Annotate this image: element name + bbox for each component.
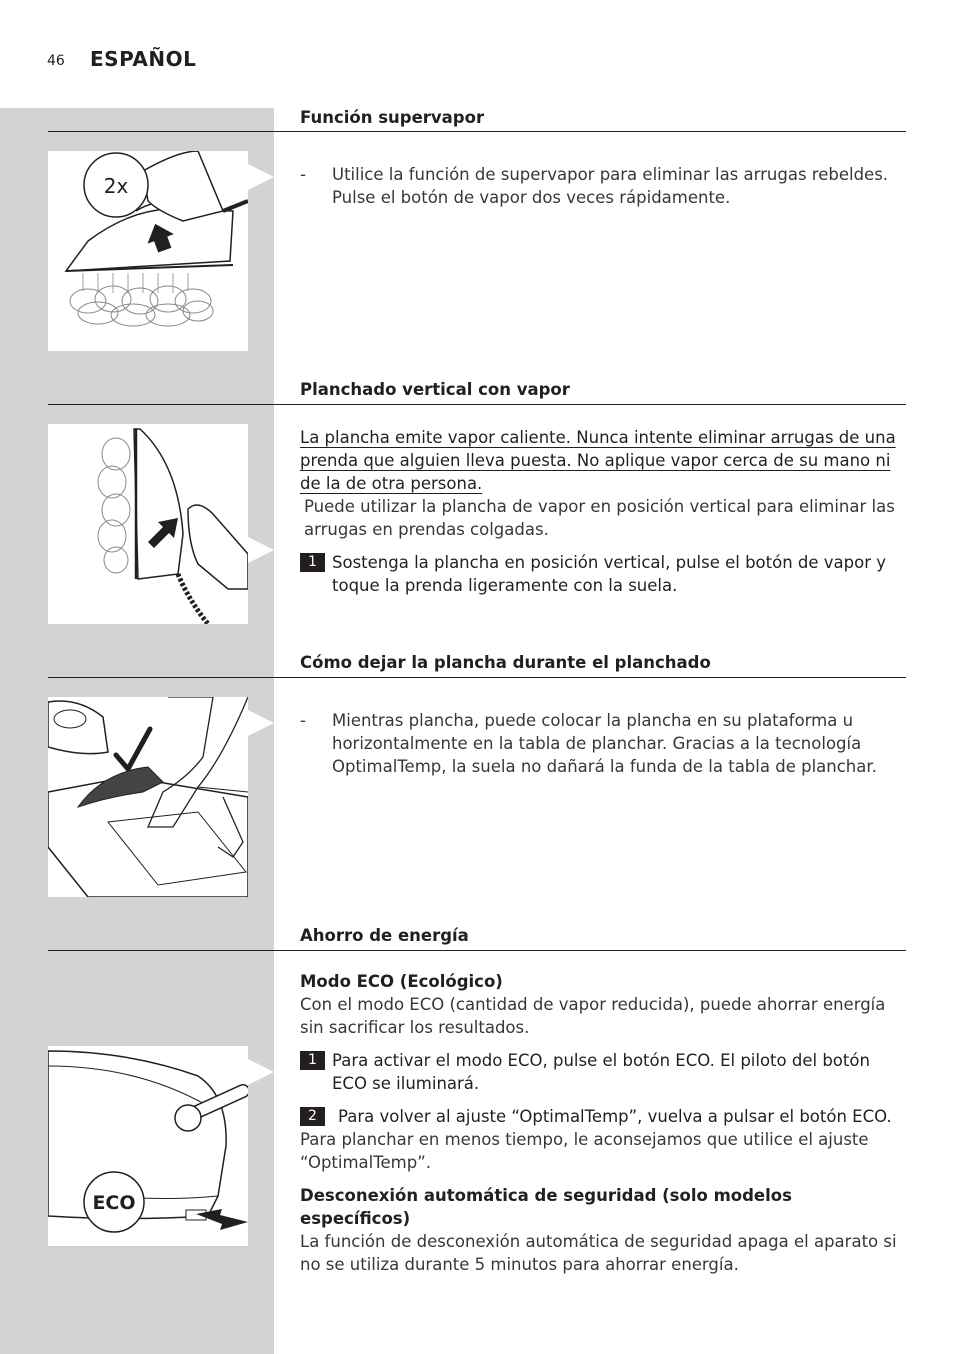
list-item [300, 163, 900, 209]
iron-body [134, 429, 183, 579]
section-rule [48, 950, 906, 951]
illustration-vertical [48, 424, 248, 624]
section-title-vertical: Planchado vertical con vapor [300, 380, 570, 399]
hand-drawing [188, 505, 248, 589]
section-rule [48, 131, 906, 132]
eco-heading: Modo ECO (Ecológico) [300, 972, 503, 991]
eco-label: ECO [92, 1192, 136, 1214]
checkmark-icon [116, 729, 150, 769]
section-title-dejar: Cómo dejar la plancha durante el planchado [300, 653, 711, 672]
step-number: 1 [300, 553, 325, 572]
ironing-board-illustration [48, 697, 248, 897]
step-item [300, 1105, 900, 1128]
warning-text: La plancha emite vapor caliente. Nunca intente eliminar arrugas de una prenda que alguien lleva puesta. No aplique vapor cerca de su mano ni de la de otra persona. [300, 428, 896, 493]
vertical-body [300, 426, 900, 597]
dejar-body [300, 709, 900, 778]
auto-off-text: La función de desconexión automática de seguridad apaga el aparato si no se utiliza durante 5 minutos para ahorrar energía. [300, 1232, 897, 1274]
note-text: Puede utilizar la plancha de vapor en posición vertical para eliminar las arrugas en prendas colgadas. [304, 497, 895, 539]
dash-marker: - [300, 165, 306, 184]
eco-intro: Con el modo ECO (cantidad de vapor reducida), puede ahorrar energía sin sacrificar los resultados. [300, 995, 886, 1037]
item-text: Mientras plancha, puede colocar la plancha en su plataforma u horizontalmente en la tabla de planchar. Gracias a la tecnología OptimalTemp, la suela no dañará la funda de la tabla de planchar. [332, 711, 877, 776]
pointer-notch [248, 164, 274, 190]
illustration-eco [48, 1046, 248, 1246]
iron-steam-illustration [48, 151, 248, 351]
eco-button-illustration [48, 1046, 248, 1246]
item-text: Utilice la función de supervapor para eliminar las arrugas rebeldes. Pulse el botón de vapor dos veces rápidamente. [332, 165, 889, 207]
step-item [300, 1049, 900, 1095]
section-title-ahorro: Ahorro de energía [300, 926, 469, 945]
list-item [300, 709, 900, 778]
badge-2x: 2x [103, 174, 129, 198]
steam-cloud [70, 286, 213, 326]
pointer-notch [248, 710, 274, 736]
section-rule [48, 404, 906, 405]
auto-off-heading: Desconexión automática de seguridad (solo modelos específicos) [300, 1186, 792, 1228]
section-rule [48, 677, 906, 678]
section-title-supervapor: Función supervapor [300, 108, 485, 127]
illustration-dejar [48, 697, 248, 897]
illustration-supervapor [48, 151, 248, 351]
pointer-notch [248, 537, 274, 563]
step-number: 1 [300, 1051, 325, 1070]
ahorro-body [300, 970, 900, 1276]
vertical-iron-illustration [48, 424, 248, 624]
step-item [300, 551, 900, 597]
page-number: 46 [47, 53, 65, 69]
step-number: 2 [300, 1107, 325, 1126]
steam-cloud [98, 438, 130, 573]
dash-marker: - [300, 711, 306, 730]
step-text: Sostenga la plancha en posición vertical, pulse el botón de vapor y toque la prenda ligeramente con la suela. [332, 553, 887, 595]
supervapor-body [300, 163, 900, 209]
step-text: Para volver al ajuste “OptimalTemp”, vuelva a pulsar el botón ECO. [338, 1107, 892, 1126]
after-text: Para planchar en menos tiempo, le aconsejamos que utilice el ajuste “OptimalTemp”. [300, 1130, 869, 1172]
language-heading: ESPAÑOL [90, 47, 197, 71]
pointer-notch [248, 1059, 274, 1085]
step-text: Para activar el modo ECO, pulse el botón ECO. El piloto del botón ECO se iluminará. [332, 1051, 870, 1093]
